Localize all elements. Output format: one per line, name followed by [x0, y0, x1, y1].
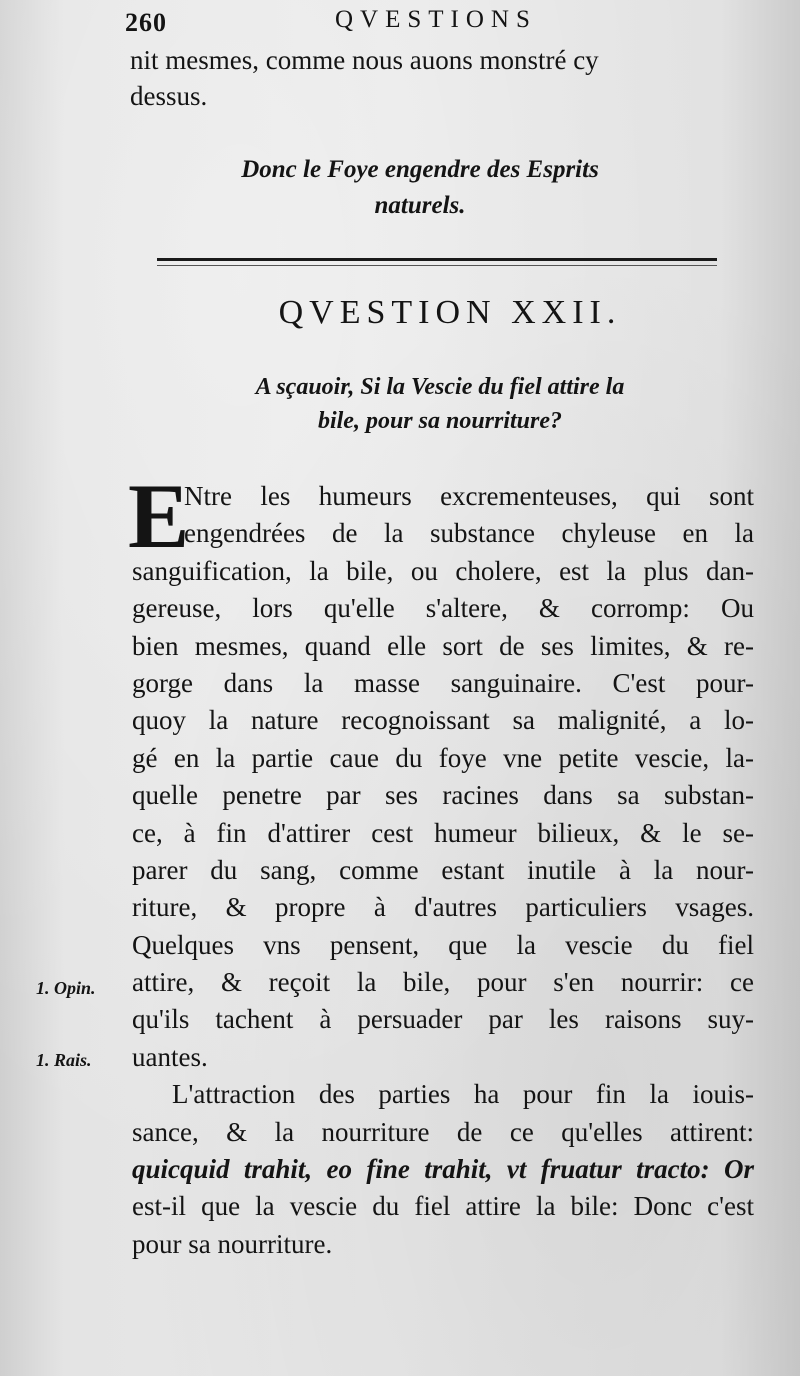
margin-note-raison: 1. Rais. [36, 1050, 92, 1070]
margin-note-opinion: 1. Opin. [36, 978, 96, 998]
body-line: bien mesmes, quand elle sort de ses limites, & re- [132, 630, 754, 661]
body-line: parer du sang, comme estant inutile à la nour- [132, 854, 754, 885]
body-line: attire, & reçoit la bile, pour s'en nourrir: ce [132, 967, 754, 998]
question-subtitle: A sçauoir, Si la Vescie du fiel attire la [255, 374, 625, 400]
running-head [125, 4, 585, 44]
body-line: engendrées de la substance chyleuse en la [184, 518, 754, 549]
body-line: sance, & la nourriture de ce qu'elles attirent: [132, 1116, 754, 1147]
body-line: gé en la partie caue du foye vne petite vescie, la- [132, 742, 754, 773]
section-rule [157, 258, 717, 261]
section-rule-thin [157, 265, 717, 266]
text-line: nit mesmes, comme nous auons monstré cy [130, 45, 599, 75]
body-line-latin: quicquid trahit, eo fine trahit, vt fruatur tracto: Or [132, 1154, 754, 1185]
question-subtitle: bile, pour sa nourriture? [317, 408, 563, 434]
body-line: Ntre les humeurs excrementeuses, qui sont [184, 481, 754, 511]
body-line: quoy la nature recognoissant sa malignité, a lo- [132, 705, 754, 736]
body-line: L'attraction des parties ha pour fin la iouis- [172, 1079, 754, 1110]
text-line: dessus. [130, 81, 208, 111]
body-line: sanguification, la bile, ou cholere, est la plus dan- [132, 555, 754, 586]
running-head-title: QVESTIONS [335, 6, 537, 33]
question-title: QVESTION XXII. [278, 294, 622, 331]
body-line: est-il que la vescie du fiel attire la bile: Donc c'est [132, 1191, 754, 1222]
body-line: qu'ils tachent à persuader par les raisons suy- [132, 1004, 754, 1035]
conclusion-line: Donc le Foye engendre des Esprits [241, 156, 599, 183]
body-line: ce, à fin d'attirer cest humeur bilieux, & le se- [132, 817, 754, 848]
body-text [132, 478, 754, 1263]
body-line: Quelques vns pensent, que la vescie du fiel [132, 929, 754, 960]
body-line: quelle penetre par ses racines dans sa substan- [132, 780, 754, 811]
body-line: pour sa nourriture. [132, 1228, 333, 1259]
conclusion-line: naturels. [374, 192, 466, 219]
body-line: uantes. [132, 1041, 208, 1072]
body-line: riture, & propre à d'autres particuliers vsages. [132, 892, 754, 923]
drop-cap: E [128, 465, 190, 567]
body-line: gorge dans la masse sanguinaire. C'est pour- [132, 667, 754, 698]
page-number: 260 [125, 8, 167, 37]
body-line: gereuse, lors qu'elle s'altere, & corromp: Ou [132, 593, 754, 624]
